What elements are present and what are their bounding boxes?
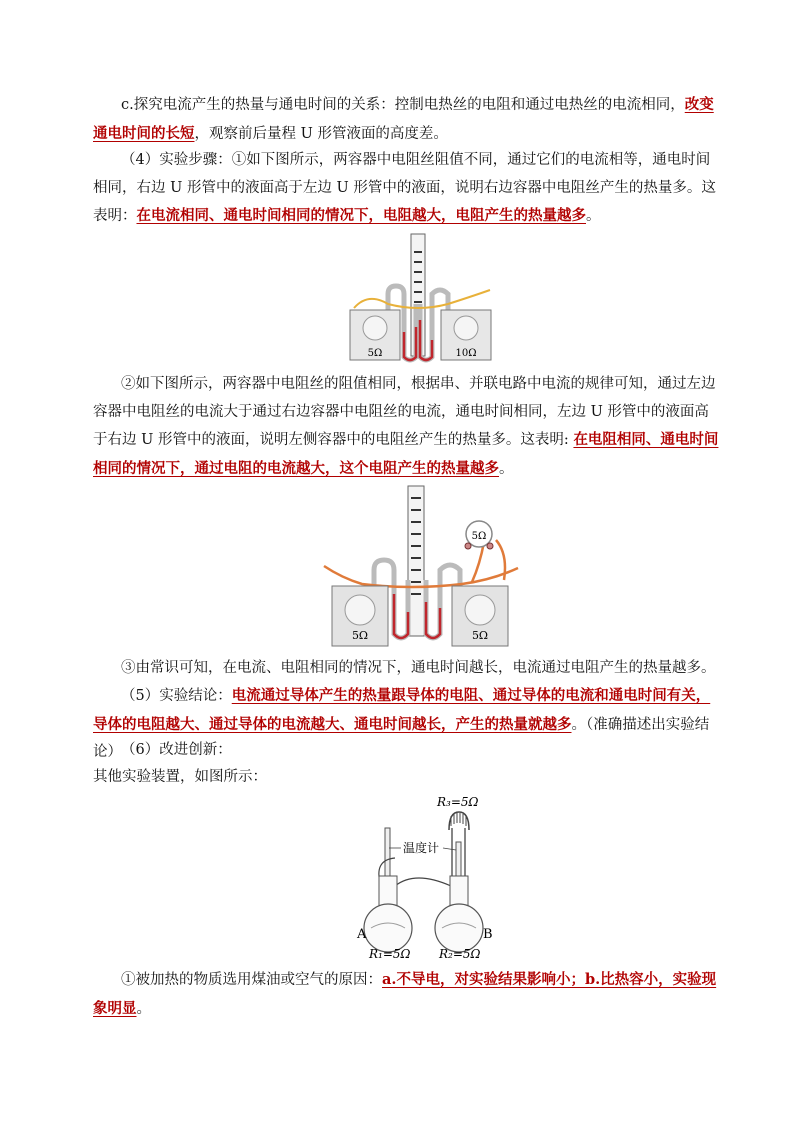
text-segment: ③由常识可知，在电流、电阻相同的情况下，通电时间越长，电流通过电阻产生的热量越多。 (121, 660, 716, 676)
paragraph-time-relation (93, 91, 723, 148)
label-b: B (483, 927, 493, 942)
right-resistor-label: 5Ω (471, 629, 489, 642)
right-resistor-label: 10Ω (455, 348, 477, 359)
r2-label: R₂=5Ω (439, 947, 481, 961)
text-segment: 。（准确描述出实验结论） (93, 716, 710, 760)
r3-label: R₃=5Ω (437, 795, 479, 809)
figure-different-resistance (348, 232, 496, 366)
text-segment: 。 (586, 208, 601, 224)
text-segment: （6）改进创新： (121, 742, 232, 758)
text-segment: 其他实验装置，如图所示： (93, 769, 267, 785)
answer-text: 改变通电时间的长短 (93, 96, 714, 142)
text-segment: c.探究电流产生的热量与通电时间的关系：控制电热丝的电阻和通过电热丝的电流相同， (121, 97, 685, 113)
text-segment: ，观察前后量程 U 形管液面的高度差。 (194, 125, 448, 142)
answer-text: 电流通过导体产生的热量跟导体的电阻、通过导体的电流和通电时间有关，导体的电阻越大、通过导体的电流越大、通电时间越长，产生的热量就越多 (93, 687, 711, 733)
text-segment: 。 (136, 1000, 151, 1017)
figure-different-current (322, 484, 522, 650)
text-segment: ①被加热的物质选用煤油或空气的原因： (121, 972, 382, 988)
left-resistor-label: 5Ω (351, 629, 369, 642)
text-segment: 。 (499, 460, 514, 477)
paragraph-innovation-heading (93, 737, 723, 765)
figure-flask-setup (355, 790, 505, 962)
answer-text: 在电流相同、通电时间相同的情况下，电阻越大，电阻产生的热量越多 (136, 207, 586, 224)
left-resistor-label: 5Ω (367, 348, 383, 359)
r1-label: R₁=5Ω (369, 947, 411, 961)
external-resistor-label: 5Ω (471, 531, 487, 542)
paragraph-step-3 (93, 655, 723, 683)
answer-text: 在电阻相同、通电时间相同的情况下，通过电阻的电流越大，这个电阻产生的热量越多 (93, 431, 719, 477)
paragraph-step-1 (93, 147, 723, 231)
paragraph-reason (93, 966, 723, 1023)
thermometer-label: 温度计 (403, 841, 440, 855)
paragraph-other-setup (93, 764, 723, 792)
label-a: A (357, 927, 367, 942)
answer-text: a.不导电，对实验结果影响小；b.比热容小，实验现象明显 (93, 971, 717, 1017)
text-segment: （4）实验步骤：①如下图所示，两容器中电阻丝阻值不同，通过它们的电流相等，通电时间相同，右边 U 形管中的液面高于左边 U 形管中的液面，说明右边容器中电阻丝产生的热量多。这表明： (93, 152, 716, 224)
text-segment: ②如下图所示，两容器中电阻丝的阻值相同，根据串、并联电路中电流的规律可知，通过左边容器中电阻丝的电流大于通过右边容器中电阻丝的电流，通电时间相同，左边 U 形管中的液面高于右边 U 形管中的液面，说明左侧容器中的电阻丝产生的热量多。这表明: (93, 376, 716, 448)
text-segment: （5）实验结论： (121, 688, 232, 704)
paragraph-step-2 (93, 371, 723, 483)
